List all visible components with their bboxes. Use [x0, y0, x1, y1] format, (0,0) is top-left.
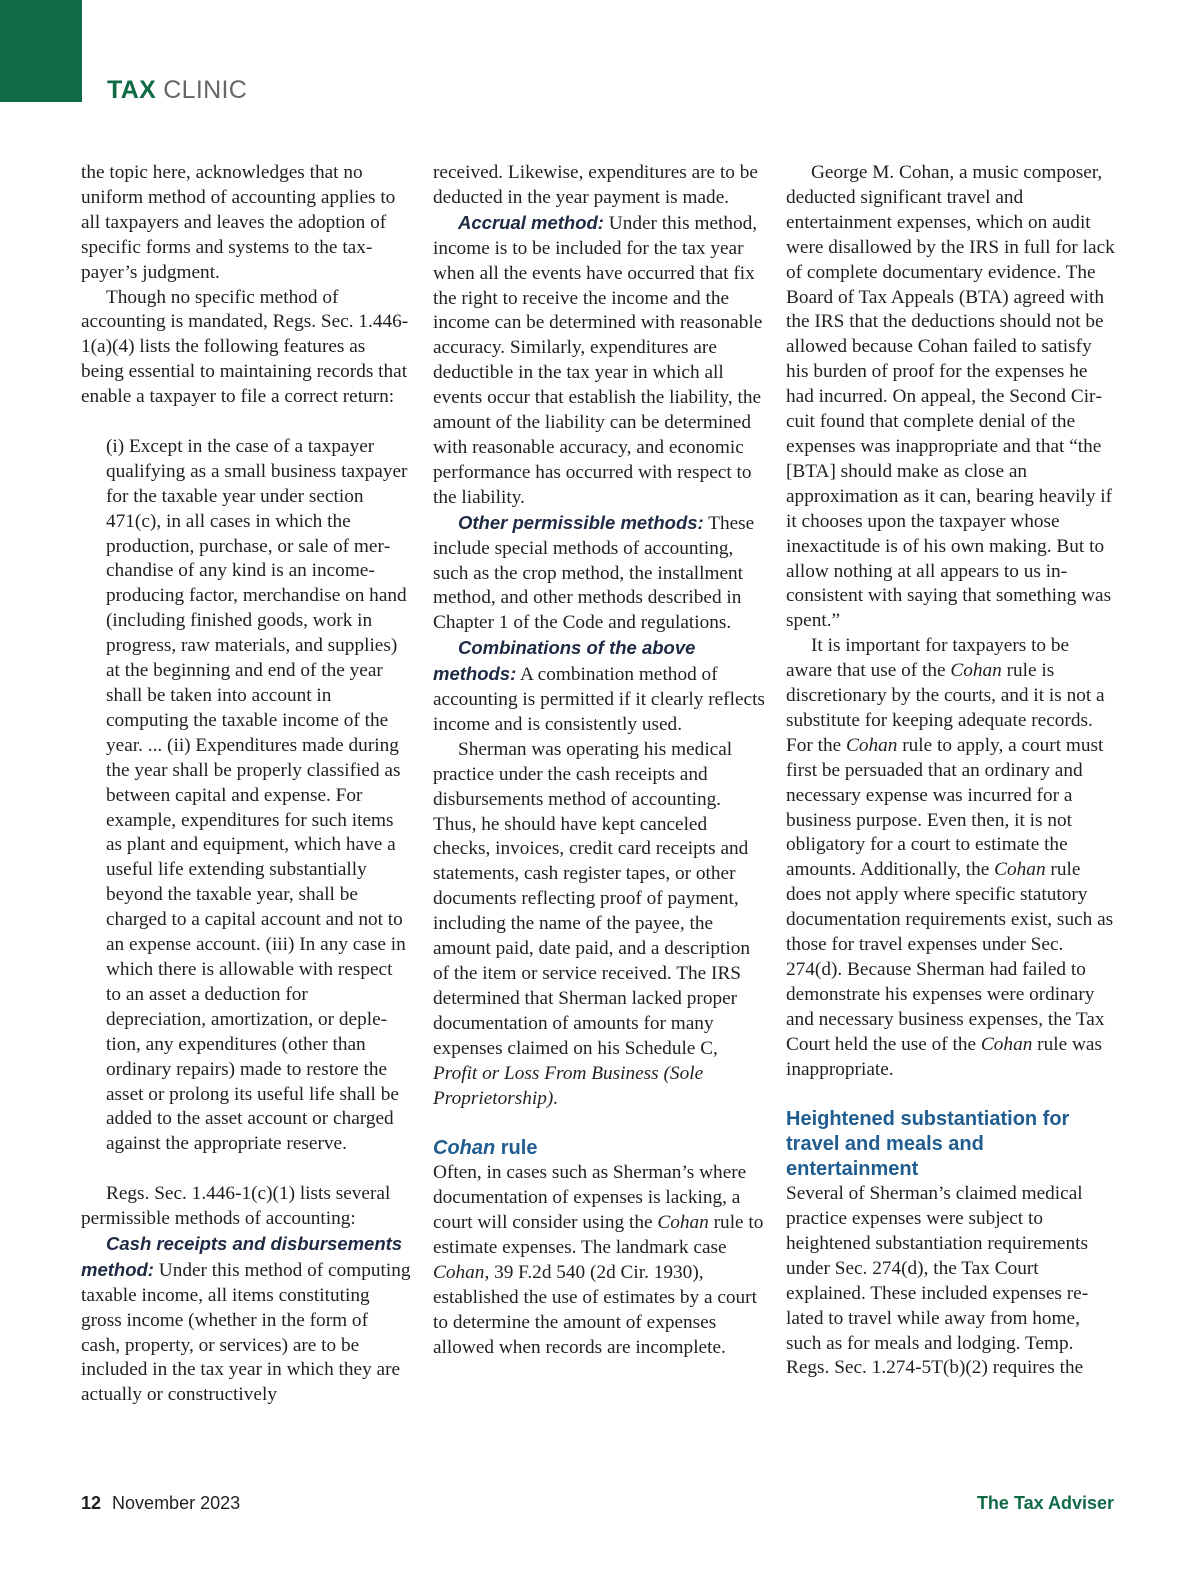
paragraph-text: It is important for taxpayers to be aware that use of the — [786, 635, 1070, 682]
column-3 — [786, 161, 1118, 1381]
column-1 — [81, 161, 411, 1408]
paragraph: Though no specific method of accounting is mandated, Regs. Sec. 1.446-1(a)(4) lists the following features as being essential to maintaining records that enable a taxpayer to file a correct return: — [81, 286, 409, 408]
paragraph-text: , 39 F.2d 540 (2d Cir. 1930), established the use of estimates by a court to determine the amount of expenses allowed when records are incomplete. — [433, 1261, 757, 1358]
page-number: 12 — [81, 1493, 102, 1513]
paragraph-text: rule to estimate expenses. The landmark case — [433, 1212, 764, 1258]
paragraph-text: These include special methods of accounting, such as the crop method, the installment method, and other methods described in Chapter 1 of the Code and regulations. — [433, 512, 755, 634]
run-in-heading: Cash receipts and disbursements method: — [81, 1232, 403, 1280]
paragraph-text: Often, in cases such as Sherman’s where documentation of expenses is lacking, a court will consider using the — [433, 1162, 747, 1234]
paragraph-sherman — [433, 738, 765, 1112]
paragraph: the topic here, acknowledges that no uniform method of accounting applies to all taxpayers and leaves the adoption of specific forms and systems to the taxpayer’s judgment. — [81, 162, 396, 283]
case-name: Cohan — [994, 859, 1046, 881]
paragraph-text: Sherman was operating his medical practice under the cash receipts and disbursements method of accounting. Thus, he should have kept canceled checks, invoices, credit card receipts and statements, cash register tapes, or other documents reflecting proof of payment, including the name of the payee, the amount paid, date paid, and a description of the item or service received. The IRS determined that Sherman lacked proper documentation of amounts for many expenses claimed on his Schedule C, — [433, 738, 750, 1059]
section-color-tab — [0, 0, 82, 102]
page-footer-left — [81, 1493, 240, 1514]
paragraph: received. Likewise, expenditures are to be deducted in the year payment is made. — [433, 162, 758, 208]
heading-text: rule — [495, 1137, 538, 1160]
paragraph: George M. Cohan, a music composer, deducted significant travel and entertainment expenses, which on audit were disallowed by the IRS in full for lack of complete documentary evidence. The Board of Tax Appeals (BTA) agreed with the IRS that the deductions should not be allowed because Cohan failed to satisfy his burden of proof for the expenses he had incurred. On appeal, the Second Circuit found that complete denial of the expenses was inappropriate and that “the [BTA] should make as close an approximation as it can, bearing heavily if it chooses upon the taxpayer whose inexactitude is of his own making. But to allow nothing at all appears to us inconsistent with saying that something was spent.” — [786, 162, 1115, 632]
form-title: Profit or Loss From Business (Sole Proprietorship). — [433, 1062, 704, 1109]
paragraph-cash-method — [81, 1232, 411, 1408]
case-name: Cohan — [845, 734, 898, 756]
section-label — [107, 74, 247, 106]
block-quote: (i) Except in the case of a taxpayer qualifying as a small business taxpayer for the taxable year under section 471(c), in all cases in which the production, purchase, or sale of merchandise of any kind is an income-producing factor, merchandise on hand (including finished goods, work in progress, raw materials, and supplies) at the beginning and end of the year shall be taken into account in computing the taxable income of the year. ... (ii) Expenditures made during the year shall be properly classified as between capital and expense. For example, expenditures for such items as plant and equipment, which have a useful life extending substantially beyond the taxable year, shall be charged to a capital account and not to an expense account. (iii) In any case in which there is allowable with respect to an asset a deduction for depreciation, amortization, or depletion, any expenditures (other than ordinary repairs) made to restore the asset or prolong its useful life shall be added to the asset account or charged against the appropriate reserve. — [106, 435, 408, 1155]
paragraph-text: rule does not apply where specific statutory documentation requirements exist, such as those for travel expenses under Sec. 274(d). Because Sherman had failed to demonstrate his expenses were ordinary and necessary business expenses, the Tax Court held the use of the — [786, 859, 1114, 1055]
case-name: Cohan — [433, 1261, 485, 1283]
paragraph-text: rule is discretionary by the courts, and it is not a substitute for keeping adequate records. For the — [786, 660, 1105, 756]
paragraph: Regs. Sec. 1.446-1(c)(1) lists several permissible methods of accounting: — [81, 1183, 391, 1230]
heading-italic: Cohan — [433, 1137, 496, 1160]
paragraph-accrual-method — [433, 211, 765, 511]
case-name: Cohan — [950, 660, 1002, 682]
paragraph-text: A combination method of accounting is permitted if it clearly reflects income and is consistently used. — [433, 664, 765, 735]
paragraph-cohan — [433, 1161, 765, 1360]
section-heading-heightened-substantiation: Heightened substantiation for travel and meals and entertainment — [786, 1108, 1070, 1181]
paragraph: Several of Sherman’s claimed medical practice expenses were subject to heightened substantiation requirements under Sec. 274(d), the Tax Court explained. These included expenses related to travel while away from home, such as for meals and lodging. Temp. Regs. Sec. 1.274-5T(b)(2) requires the — [786, 1183, 1089, 1379]
paragraph-text: Under this method, income is to be included for the tax year when all the events have occurred that fix the right to receive the income and the income can be determined with reasonable accuracy. Similarly, expenditures are deductible in the tax year in which all events occur that establish the liability, the amount of the liability can be determined with reasonable accuracy, and economic performance has occurred with respect to the liability. — [433, 212, 763, 508]
case-name: Cohan — [980, 1033, 1033, 1055]
run-in-heading: Accrual method: — [458, 211, 604, 233]
publication-name: The Tax Adviser — [976, 1493, 1114, 1513]
run-in-heading: Other permissible methods: — [458, 511, 704, 533]
run-in-heading: Combinations of the above methods: — [433, 637, 696, 685]
paragraph-combination-methods — [433, 636, 765, 738]
section-label-rest: CLINIC — [163, 76, 248, 104]
section-heading-cohan-rule — [433, 1136, 765, 1161]
paragraph-text: rule was inappropriate. — [786, 1033, 1102, 1080]
paragraph-text: Under this method of computing taxable income, all items constituting gross income (whether in the form of cash, property, or services) are to be included in the tax year in which they are actually or constructively — [81, 1259, 411, 1406]
paragraph-text: rule to apply, a court must first be persuaded that an ordinary and necessary expense was incurred for a business purpose. Even then, it is not obligatory for a court to estimate the amounts. Additionally, the — [786, 734, 1104, 881]
paragraph-cohan-discretionary — [786, 634, 1118, 1082]
column-2 — [433, 161, 765, 1360]
section-label-bold: TAX — [107, 76, 157, 104]
case-name: Cohan — [657, 1212, 709, 1234]
issue-date: November 2023 — [112, 1493, 241, 1513]
paragraph-other-methods — [433, 511, 765, 637]
